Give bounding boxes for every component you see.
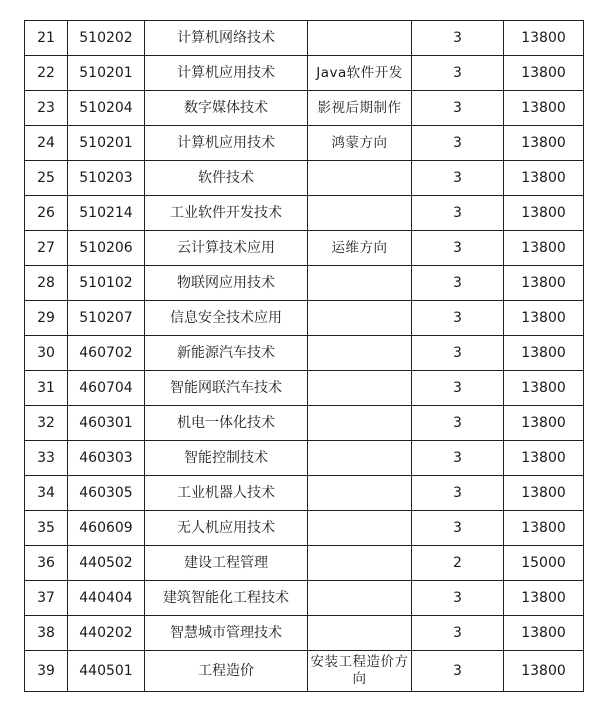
major-code-cell: 510206 (68, 231, 145, 266)
major-code-cell: 460301 (68, 406, 145, 441)
tuition-fee-cell: 15000 (504, 546, 584, 581)
tuition-fee-cell: 13800 (504, 266, 584, 301)
direction-cell (308, 546, 412, 581)
direction-cell: 鸿蒙方向 (308, 126, 412, 161)
major-code-cell: 460303 (68, 441, 145, 476)
major-name-cell: 数字媒体技术 (145, 91, 308, 126)
row-number-cell: 38 (25, 616, 68, 651)
direction-cell (308, 266, 412, 301)
major-name-cell: 智能控制技术 (145, 441, 308, 476)
years-cell: 3 (412, 161, 504, 196)
table-row (25, 371, 584, 406)
tuition-fee-cell: 13800 (504, 616, 584, 651)
direction-cell (308, 441, 412, 476)
major-name-cell: 计算机应用技术 (145, 56, 308, 91)
row-number-cell: 25 (25, 161, 68, 196)
table-row (25, 651, 584, 692)
years-cell: 3 (412, 616, 504, 651)
major-name-cell: 智慧城市管理技术 (145, 616, 308, 651)
direction-cell (308, 336, 412, 371)
tuition-fee-cell: 13800 (504, 196, 584, 231)
table-row (25, 161, 584, 196)
table-row (25, 21, 584, 56)
table-row (25, 56, 584, 91)
years-cell: 3 (412, 581, 504, 616)
years-cell: 3 (412, 91, 504, 126)
tuition-fee-cell: 13800 (504, 406, 584, 441)
major-name-cell: 工程造价 (145, 651, 308, 692)
direction-cell (308, 21, 412, 56)
direction-cell (308, 371, 412, 406)
table-row (25, 336, 584, 371)
major-code-cell: 440501 (68, 651, 145, 692)
major-code-cell: 510203 (68, 161, 145, 196)
direction-cell (308, 161, 412, 196)
years-cell: 3 (412, 301, 504, 336)
direction-cell: 运维方向 (308, 231, 412, 266)
tuition-fee-cell: 13800 (504, 371, 584, 406)
row-number-cell: 31 (25, 371, 68, 406)
row-number-cell: 32 (25, 406, 68, 441)
years-cell: 3 (412, 336, 504, 371)
row-number-cell: 35 (25, 511, 68, 546)
direction-cell (308, 406, 412, 441)
major-code-cell: 510202 (68, 21, 145, 56)
row-number-cell: 22 (25, 56, 68, 91)
years-cell: 3 (412, 21, 504, 56)
table-row (25, 266, 584, 301)
tuition-fee-cell: 13800 (504, 91, 584, 126)
major-code-cell: 510201 (68, 126, 145, 161)
table-row (25, 91, 584, 126)
major-name-cell: 新能源汽车技术 (145, 336, 308, 371)
row-number-cell: 29 (25, 301, 68, 336)
major-name-cell: 无人机应用技术 (145, 511, 308, 546)
major-name-cell: 信息安全技术应用 (145, 301, 308, 336)
tuition-fee-cell: 13800 (504, 301, 584, 336)
direction-cell (308, 511, 412, 546)
major-name-cell: 计算机网络技术 (145, 21, 308, 56)
row-number-cell: 21 (25, 21, 68, 56)
major-code-cell: 440202 (68, 616, 145, 651)
direction-cell: Java软件开发 (308, 56, 412, 91)
row-number-cell: 30 (25, 336, 68, 371)
table-row (25, 301, 584, 336)
major-code-cell: 460609 (68, 511, 145, 546)
direction-cell (308, 616, 412, 651)
years-cell: 2 (412, 546, 504, 581)
row-number-cell: 26 (25, 196, 68, 231)
tuition-fee-cell: 13800 (504, 56, 584, 91)
tuition-fee-cell: 13800 (504, 441, 584, 476)
years-cell: 3 (412, 196, 504, 231)
major-name-cell: 工业机器人技术 (145, 476, 308, 511)
table-row (25, 231, 584, 266)
years-cell: 3 (412, 441, 504, 476)
tuition-fee-cell: 13800 (504, 126, 584, 161)
years-cell: 3 (412, 126, 504, 161)
years-cell: 3 (412, 476, 504, 511)
majors-table-body (25, 21, 584, 692)
row-number-cell: 23 (25, 91, 68, 126)
years-cell: 3 (412, 651, 504, 692)
tuition-fee-cell: 13800 (504, 161, 584, 196)
table-row (25, 616, 584, 651)
tuition-fee-cell: 13800 (504, 21, 584, 56)
years-cell: 3 (412, 511, 504, 546)
years-cell: 3 (412, 231, 504, 266)
major-name-cell: 云计算技术应用 (145, 231, 308, 266)
row-number-cell: 28 (25, 266, 68, 301)
major-code-cell: 510207 (68, 301, 145, 336)
table-row (25, 406, 584, 441)
table-row (25, 126, 584, 161)
major-name-cell: 计算机应用技术 (145, 126, 308, 161)
direction-cell (308, 196, 412, 231)
tuition-fee-cell: 13800 (504, 231, 584, 266)
table-row (25, 546, 584, 581)
major-code-cell: 460704 (68, 371, 145, 406)
row-number-cell: 27 (25, 231, 68, 266)
row-number-cell: 33 (25, 441, 68, 476)
major-name-cell: 机电一体化技术 (145, 406, 308, 441)
major-name-cell: 智能网联汽车技术 (145, 371, 308, 406)
row-number-cell: 37 (25, 581, 68, 616)
years-cell: 3 (412, 406, 504, 441)
majors-table (24, 20, 584, 692)
row-number-cell: 34 (25, 476, 68, 511)
table-row (25, 441, 584, 476)
table-row (25, 581, 584, 616)
direction-cell: 安装工程造价方向 (308, 651, 412, 692)
major-code-cell: 440502 (68, 546, 145, 581)
major-name-cell: 物联网应用技术 (145, 266, 308, 301)
tuition-fee-cell: 13800 (504, 336, 584, 371)
row-number-cell: 39 (25, 651, 68, 692)
table-row (25, 196, 584, 231)
table-row (25, 476, 584, 511)
years-cell: 3 (412, 56, 504, 91)
major-name-cell: 软件技术 (145, 161, 308, 196)
years-cell: 3 (412, 266, 504, 301)
major-code-cell: 460305 (68, 476, 145, 511)
major-name-cell: 建设工程管理 (145, 546, 308, 581)
major-code-cell: 460702 (68, 336, 145, 371)
years-cell: 3 (412, 371, 504, 406)
major-name-cell: 建筑智能化工程技术 (145, 581, 308, 616)
direction-cell (308, 581, 412, 616)
tuition-fee-cell: 13800 (504, 511, 584, 546)
direction-cell (308, 476, 412, 511)
direction-cell (308, 301, 412, 336)
major-name-cell: 工业软件开发技术 (145, 196, 308, 231)
major-code-cell: 510201 (68, 56, 145, 91)
major-code-cell: 510214 (68, 196, 145, 231)
row-number-cell: 36 (25, 546, 68, 581)
major-code-cell: 510204 (68, 91, 145, 126)
major-code-cell: 510102 (68, 266, 145, 301)
row-number-cell: 24 (25, 126, 68, 161)
table-row (25, 511, 584, 546)
direction-cell: 影视后期制作 (308, 91, 412, 126)
major-code-cell: 440404 (68, 581, 145, 616)
tuition-fee-cell: 13800 (504, 581, 584, 616)
tuition-fee-cell: 13800 (504, 476, 584, 511)
tuition-fee-cell: 13800 (504, 651, 584, 692)
